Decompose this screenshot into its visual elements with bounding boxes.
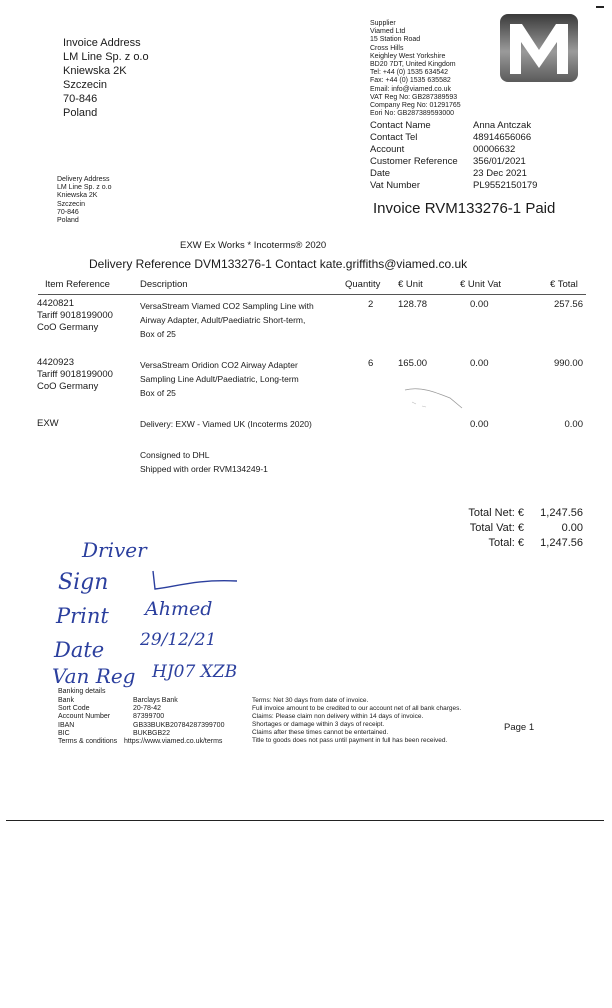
handwritten-sign-label: Sign xyxy=(58,570,109,595)
table-row-2-ref xyxy=(37,357,113,393)
header-description: Description xyxy=(140,279,188,290)
delivery-address-line: LM Line Sp. z o.o xyxy=(57,184,112,192)
handwritten-print-value: Ahmed xyxy=(145,598,213,620)
contact-label: Vat Number xyxy=(370,180,420,191)
banking-label: IBAN xyxy=(58,721,75,729)
total-label: Total Vat: € xyxy=(469,522,524,534)
logo-m-icon xyxy=(500,14,578,82)
table-row-2-desc xyxy=(140,358,299,400)
item-description: Airway Adapter, Adult/Paediatric Short-term, xyxy=(140,315,306,325)
item-description: Box of 25 xyxy=(140,329,176,339)
item-unit-price: 128.78 xyxy=(398,299,428,310)
invoice-address xyxy=(63,36,149,120)
consigned-line: Consigned to DHL xyxy=(140,450,210,460)
banking-value: GB33BUKB20784287399700 xyxy=(133,721,225,729)
delivery-address-line: Poland xyxy=(57,217,79,225)
header-quantity: Quantity xyxy=(345,279,381,290)
delivery-address xyxy=(57,176,111,225)
banking-title: Banking details xyxy=(58,688,106,695)
handwritten-date-label: Date xyxy=(54,638,105,662)
banking-values xyxy=(133,697,224,738)
item-quantity: 6 xyxy=(368,358,374,369)
item-unit-vat: 0.00 xyxy=(470,299,489,310)
header-item-reference: Item Reference xyxy=(45,279,110,290)
item-description: Sampling Line Adult/Paediatric, Long-term xyxy=(140,374,299,384)
item-description: VersaStream Oridion CO2 Airway Adapter xyxy=(140,360,298,370)
terms-line: Claims: Please claim non delivery within 14 days of invoice. xyxy=(252,713,424,720)
terms-conditions-label: Terms & conditions xyxy=(58,738,118,745)
table-header-divider xyxy=(38,294,586,295)
supplier-line: Cross Hills xyxy=(370,44,404,52)
handwritten-print-label: Print xyxy=(56,604,109,628)
item-reference: 4420923 xyxy=(37,357,74,368)
delivery-address-label: Delivery Address xyxy=(57,176,110,183)
contact-label: Customer Reference xyxy=(370,156,458,167)
contact-value: PL9552150179 xyxy=(473,180,538,191)
item-description: Delivery: EXW - Viamed UK (Incoterms 2020) xyxy=(140,419,312,429)
terms-block xyxy=(252,697,461,745)
banking-label: BIC xyxy=(58,729,70,737)
supplier-line: Viamed Ltd xyxy=(370,28,406,36)
contact-value: 48914656066 xyxy=(473,132,532,143)
contact-label: Contact Name xyxy=(370,120,431,131)
terms-line: Terms: Net 30 days from date of invoice. xyxy=(252,697,369,704)
total-value: 1,247.56 xyxy=(540,507,583,519)
incoterms: EXW Ex Works * Incoterms® 2020 xyxy=(180,240,327,251)
banking-label: Sort Code xyxy=(58,705,90,713)
total-value: 0.00 xyxy=(561,522,583,534)
supplier-line: Eori No: GB287389593000 xyxy=(370,110,455,118)
contact-label: Date xyxy=(370,168,391,179)
table-row-1-ref xyxy=(37,298,113,334)
item-description: VersaStream Viamed CO2 Sampling Line with xyxy=(140,301,314,311)
handwritten-van-label: Van Reg xyxy=(52,664,136,688)
item-coo: CoO Germany xyxy=(37,381,99,392)
item-tariff: Tariff 9018199000 xyxy=(37,310,113,321)
scan-artifact xyxy=(400,382,470,412)
item-unit-vat: 0.00 xyxy=(470,419,489,430)
handwritten-driver: Driver xyxy=(82,538,147,562)
totals-values xyxy=(528,506,583,551)
item-quantity: 2 xyxy=(368,299,374,310)
supplier-line: 15 Station Road xyxy=(370,36,421,44)
banking-value: Barclays Bank xyxy=(133,697,178,704)
invoice-address-label: Invoice Address xyxy=(63,37,141,49)
consigned-line: Shipped with order RVM134249-1 xyxy=(140,464,268,474)
banking-labels xyxy=(58,697,110,738)
header-unit-vat: € Unit Vat xyxy=(460,279,502,290)
banking-value: 20-78-42 xyxy=(133,705,162,713)
item-description: Box of 25 xyxy=(140,388,176,398)
contact-value: 00006632 xyxy=(473,144,516,155)
supplier-line: Company Reg No: 01291765 xyxy=(370,102,461,110)
item-reference: EXW xyxy=(37,418,59,429)
supplier-line: Tel: +44 (0) 1535 634542 xyxy=(370,69,449,77)
terms-line: Shortages or damage within 3 days of receipt. xyxy=(252,721,385,728)
supplier-line: Fax: +44 (0) 1535 635582 xyxy=(370,77,451,85)
terms-line: Claims after these times cannot be entertained. xyxy=(252,729,389,736)
item-reference: 4420821 xyxy=(37,298,74,309)
item-coo: CoO Germany xyxy=(37,322,99,333)
item-tariff: Tariff 9018199000 xyxy=(37,369,113,380)
header-total: € Total xyxy=(550,279,578,290)
total-label: Total: € xyxy=(488,537,524,549)
consigned-block xyxy=(140,448,268,476)
table-row-1-desc xyxy=(140,299,314,341)
terms-conditions-link[interactable]: https://www.viamed.co.uk/terms xyxy=(124,738,223,745)
supplier-line: Keighley West Yorkshire xyxy=(370,52,446,60)
invoice-address-line: LM Line Sp. z o.o xyxy=(63,51,149,63)
supplier-line: BD20 7DT, United Kingdom xyxy=(370,61,456,69)
handwritten-van-value: HJ07 XZB xyxy=(152,662,238,682)
item-unit-vat: 0.00 xyxy=(470,358,489,369)
contact-value: Anna Antczak xyxy=(473,120,532,131)
invoice-address-line: 70-846 xyxy=(63,93,98,105)
header-unit: € Unit xyxy=(398,279,423,290)
supplier-line: VAT Reg No: GB287389593 xyxy=(370,93,458,101)
banking-label: Account Number xyxy=(58,713,111,721)
contact-values xyxy=(473,120,537,192)
handwritten-date-value: 29/12/21 xyxy=(140,630,217,650)
contact-label: Contact Tel xyxy=(370,132,418,143)
total-label: Total Net: € xyxy=(468,507,524,519)
contact-label: Account xyxy=(370,144,405,155)
item-total: 257.56 xyxy=(553,299,583,310)
invoice-address-line: Kniewska 2K xyxy=(63,65,127,77)
supplier-line: Email: info@viamed.co.uk xyxy=(370,85,452,93)
invoice-address-line: Szczecin xyxy=(63,79,108,91)
contact-value: 356/01/2021 xyxy=(473,156,526,167)
terms-line: Title to goods does not pass until payment in full has been received. xyxy=(252,737,448,744)
terms-line: Full invoice amount to be credited to our account net of all bank charges. xyxy=(252,705,462,712)
delivery-address-line: 70-846 xyxy=(57,208,79,216)
scan-edge-line xyxy=(6,820,604,821)
totals-labels xyxy=(452,506,524,551)
supplier-block xyxy=(370,20,461,118)
scan-edge-mark xyxy=(596,6,604,8)
item-total: 990.00 xyxy=(553,358,583,369)
delivery-address-line: Szczecin xyxy=(57,200,86,208)
item-unit-price: 165.00 xyxy=(398,358,428,369)
page-number: Page 1 xyxy=(504,722,535,733)
supplier-line: Supplier xyxy=(370,20,396,27)
delivery-address-line: Kniewska 2K xyxy=(57,192,98,200)
driver-signature xyxy=(145,565,245,595)
item-total: 0.00 xyxy=(564,419,583,430)
total-value: 1,247.56 xyxy=(540,537,583,549)
banking-value: BUKBGB22 xyxy=(133,729,170,737)
banking-label: Bank xyxy=(58,697,74,704)
invoice-address-line: Poland xyxy=(63,107,98,119)
delivery-reference: Delivery Reference DVM133276-1 Contact kate.griffiths@viamed.co.uk xyxy=(89,257,468,271)
contact-labels xyxy=(370,120,458,192)
viamed-logo xyxy=(500,14,578,82)
banking-value: 87399700 xyxy=(133,713,165,721)
contact-value: 23 Dec 2021 xyxy=(473,168,527,179)
invoice-title: Invoice RVM133276-1 Paid xyxy=(373,200,556,217)
